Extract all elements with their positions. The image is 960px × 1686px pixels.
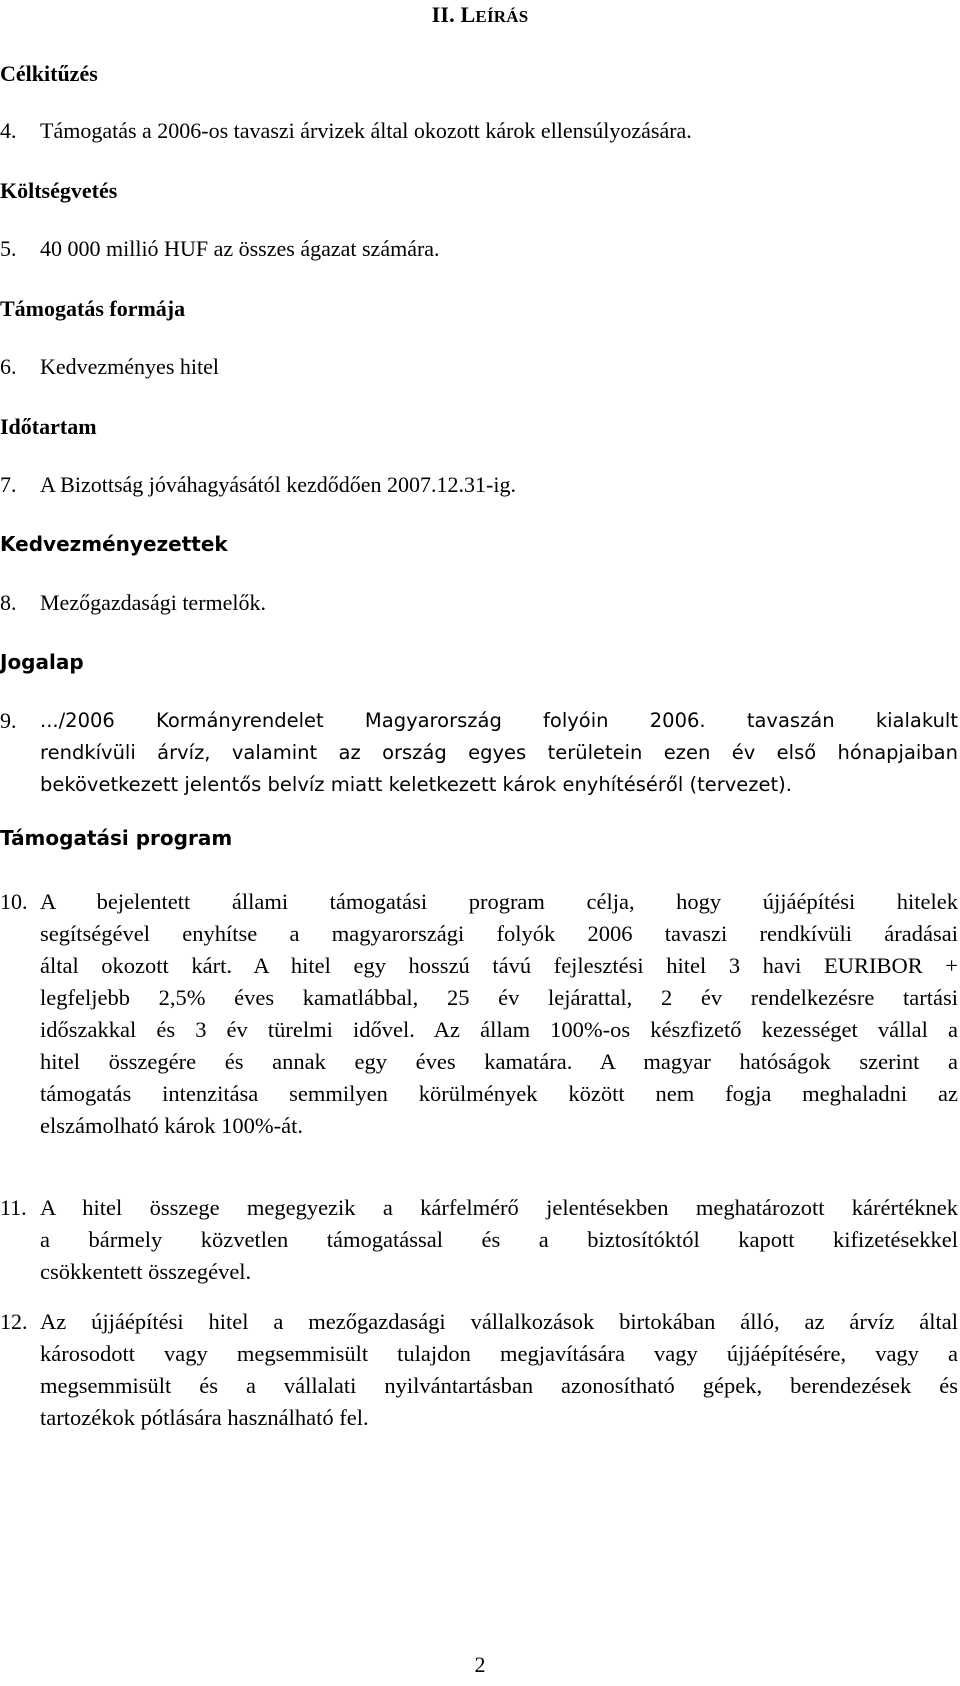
paragraph-line: időszakkal és 3 év türelmi idővel. Az állam 100%-os készfizető kezességet vállal a <box>40 1017 958 1042</box>
paragraph-line: A bejelentett állami támogatási program célja, hogy újjáépítési hitelek <box>40 889 958 914</box>
paragraph-line: .../2006 Kormányrendelet Magyarország folyóin 2006. tavaszán kialakult <box>40 709 958 732</box>
paragraph-number: 12. <box>0 1309 28 1334</box>
item-text: A Bizottság jóváhagyásától kezdődően 2007.12.31-ig. <box>40 472 516 497</box>
paragraph-line: által okozott kárt. A hitel egy hosszú távú fejlesztési hitel 3 havi EURIBOR + <box>40 953 958 978</box>
item-number: 8. <box>0 590 17 615</box>
title-prefix: II. L <box>431 2 476 27</box>
heading-celkituzes: Célkitűzés <box>0 61 98 86</box>
item-text: 40 000 millió HUF az összes ágazat számára. <box>40 236 440 261</box>
item-number: 4. <box>0 118 17 143</box>
page-title <box>0 2 960 28</box>
item-4 <box>0 118 692 144</box>
paragraph-body <box>40 886 958 1142</box>
paragraph-line: csökkentett összegével. <box>40 1259 252 1284</box>
item-5 <box>0 236 440 262</box>
paragraph-line: tartozékok pótlására használható fel. <box>40 1405 369 1430</box>
heading-idotartam: Időtartam <box>0 414 97 439</box>
page-number: 2 <box>474 1652 486 1677</box>
item-text: Támogatás a 2006-os tavaszi árvizek által okozott károk ellensúlyozására. <box>40 118 692 143</box>
paragraph-line: rendkívüli árvíz, valamint az ország egyes területein ezen év első hónapjaiban <box>40 741 958 764</box>
item-6 <box>0 354 219 380</box>
paragraph-line: legfeljebb 2,5% éves kamatlábbal, 25 év lejárattal, 2 év rendelkezésre tartási <box>40 985 958 1010</box>
paragraph-line: A hitel összege megegyezik a kárfelmérő jelentésekben meghatározott kárértéknek <box>40 1195 958 1220</box>
heading-kedvezmenyezettek: Kedvezményezettek <box>0 532 228 556</box>
paragraph-line: hitel összegére és annak egy éves kamatára. A magyar hatóságok szerint a <box>40 1049 958 1074</box>
heading-jogalap: Jogalap <box>0 650 84 674</box>
paragraph-number: 11. <box>0 1195 27 1220</box>
paragraph-number: 9. <box>0 708 17 733</box>
title-rest: EÍRÁS <box>475 7 529 26</box>
paragraph-line: Az újjáépítési hitel a mezőgazdasági vállalkozások birtokában álló, az árvíz által <box>40 1309 958 1334</box>
paragraph-line: károsodott vagy megsemmisült tulajdon megjavítására vagy újjáépítésére, vagy a <box>40 1341 958 1366</box>
paragraph-body <box>40 1306 958 1434</box>
item-number: 7. <box>0 472 17 497</box>
paragraph-line: a bármely közvetlen támogatással és a biztosítóktól kapott kifizetésekkel <box>40 1227 958 1252</box>
item-number: 6. <box>0 354 17 379</box>
item-text: Kedvezményes hitel <box>40 354 219 379</box>
paragraph-number: 10. <box>0 889 28 914</box>
paragraph-body <box>40 705 958 801</box>
heading-koltsegvetes: Költségvetés <box>0 178 118 203</box>
paragraph-line: bekövetkezett jelentős belvíz miatt keletkezett károk enyhítéséről (tervezet). <box>40 773 792 796</box>
item-number: 5. <box>0 236 17 261</box>
paragraph-line: megsemmisült és a vállalati nyilvántartásban azonosítható gépek, berendezések és <box>40 1373 958 1398</box>
paragraph-line: elszámolható károk 100%-át. <box>40 1113 304 1138</box>
paragraph-body <box>40 1192 958 1288</box>
heading-forma: Támogatás formája <box>0 296 186 321</box>
item-text: Mezőgazdasági termelők. <box>40 590 267 615</box>
item-7 <box>0 472 516 498</box>
paragraph-line: támogatás intenzitása semmilyen körülmények között nem fogja meghaladni az <box>40 1081 958 1106</box>
paragraph-line: segítségével enyhítse a magyarországi folyók 2006 tavaszi rendkívüli áradásai <box>40 921 958 946</box>
item-8 <box>0 590 266 616</box>
heading-program: Támogatási program <box>0 826 233 850</box>
